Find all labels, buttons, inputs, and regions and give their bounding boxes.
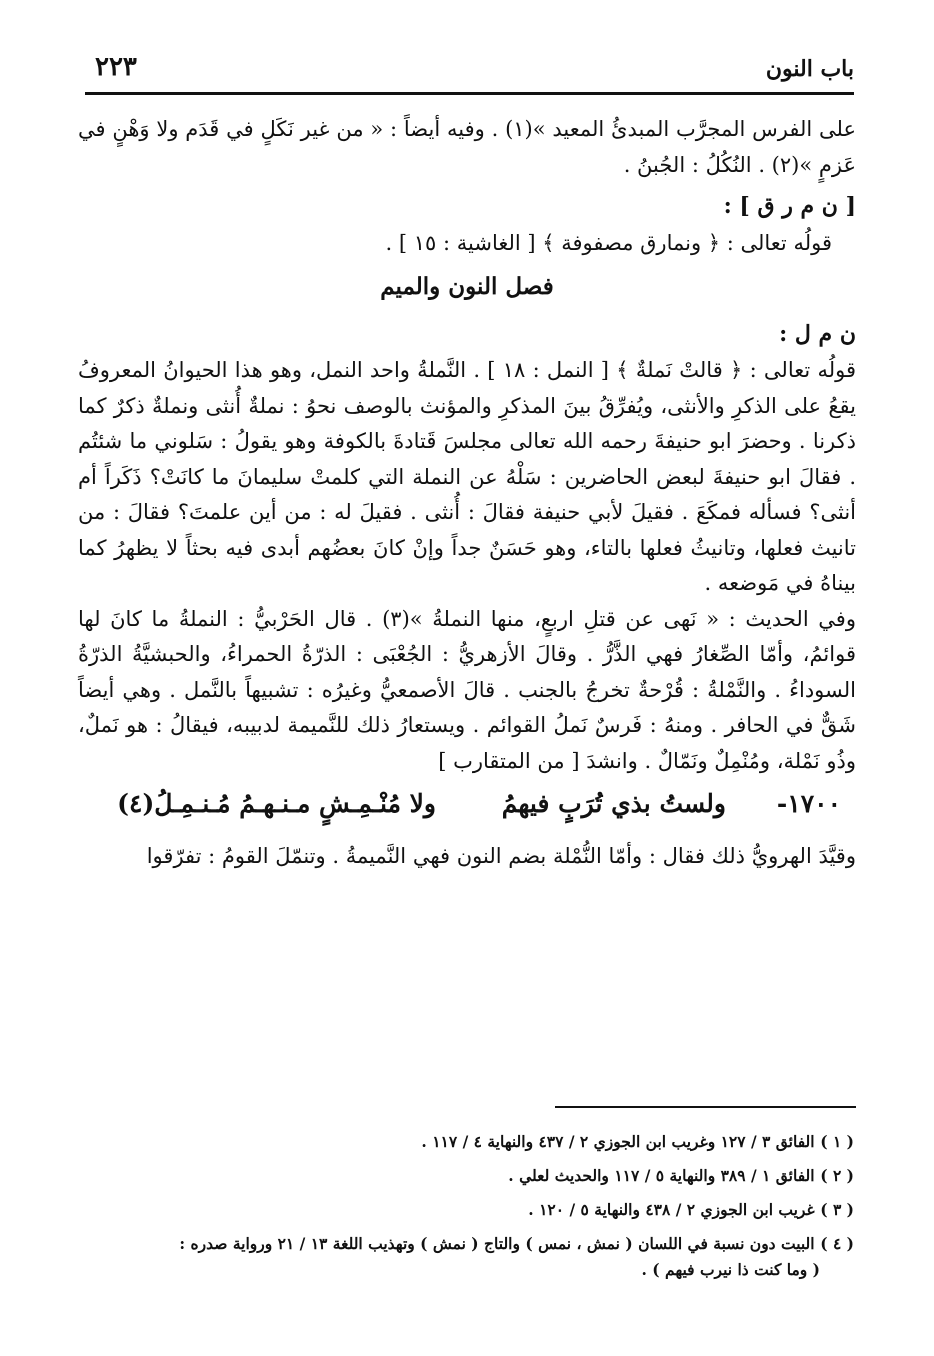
page-number: ٢٢٣ (95, 52, 137, 82)
footnote-number: ( ١ ) (820, 1132, 854, 1151)
section-title: فصل النون والميم (380, 273, 554, 300)
paragraph-1: على الفرس المجرَّب المبدئُ المعيد »(١) . وفيه أيضاً : « من غير نَكَلٍ في قَدَم ولا وَهْنٍ في عَزمٍ »(٢) . النُكُلُ : الجُبنُ . (78, 117, 856, 177)
footnote (82, 1162, 854, 1189)
poem-verse (78, 787, 856, 837)
footnote-text: الفائق ١ / ٣٨٩ والنهاية ٥ / ١١٧ والحديث لعلي . (508, 1166, 815, 1185)
footnote-continuation: ( وما كنت ذا نيرب فيهم ) . (641, 1260, 820, 1279)
poem-number: ١٧٠٠- (776, 789, 841, 818)
paragraph-4: وقيَّدَ الهرويُّ ذلك فقال : وأمّا النُّمْلة بضم النون فهي النَّميمةُ . وتنمّلَ القومُ : تفرّقوا (146, 844, 856, 868)
poem-first-hemistich: ولستُ بذي تُرَبٍ فيهمُ (501, 789, 726, 818)
header-rule (85, 92, 854, 95)
entry-heading-nml: ن م ل : (779, 321, 856, 347)
main-text (78, 112, 856, 875)
footnote-number: ( ٢ ) (820, 1166, 854, 1185)
footnotes (82, 1128, 854, 1282)
footnote-text: غريب ابن الجوزي ٢ / ٤٣٨ والنهاية ٥ / ١٢٠ . (528, 1200, 815, 1219)
paragraph-2: قولُه تعالى : ﴿ قالتْ نَملةٌ ﴾ [ النمل : ١٨ ] . النَّملةُ واحد النمل، وهو هذا الحيوانُ المعروفُ يقعُ على الذكرِ والأنثى، ويُفرِّقُ بينَ المذكرِ والمؤنث بالوصف نحوُ : نملةٌ أُنثى ونملةٌ ذكرٌ كما ذكرنا . وحضرَ ابو حنيفةَ رحمه الله تعالى مجلسَ قَتادةَ بالكوفة وهو يقولُ : سَلوني ما شئتُم . فقالَ ابو حنيفةَ لبعض الحاضرين : سَلْهُ عن النملة التي كلمتْ سليمانَ ما كانَتْ؟ ذَكَراً أم أنثى؟ فسأله فمكَعَ . فقيلَ لأبي حنيفة فقالَ : أُنثى . فقيلَ له : من أين علمتَ؟ فقالَ : من تانيث فعلها، وتانيثُ فعلها بالتاء، وهو حَسَنٌ جداً وإنْ كانَ بعضُهم أبدى فيه بحثاً لا يظهرُ كما بيناهُ في مَوضعه . (78, 358, 857, 595)
footnote (82, 1230, 854, 1257)
footnote (82, 1128, 854, 1155)
footnote-text: البيت دون نسبة في اللسان ( نمش ، نمس ) والتاج ( نمش ) وتهذيب اللغة ١٣ / ٢١ ورواية صدره : (179, 1234, 815, 1253)
page-header (85, 54, 854, 88)
quran-citation-nmrq: قولُه تعالى : ﴿ ونمارق مصفوفة ﴾ [ الغاشية : ١٥ ] . (385, 231, 832, 255)
entry-heading-nmrq: [ ن م ر ق ] : (723, 193, 856, 219)
footnote-rule (555, 1106, 856, 1108)
paragraph-3: وفي الحديث : « نَهى عن قتلِ اربعٍ، منها النملةُ »(٣) . قال الحَرْبيُّ : النملةُ ما كانَ لها قوائمُ، وأمّا الصِّغارُ فهي الذَّرُّ . وقالَ الأزهريُّ : الجُعْبَى : الذرّةُ الحمراءُ، والحبشيَّةُ الذرّةُ السوداءُ . والنَّمْلةُ : قُرْحةٌ تخرجُ بالجنب . قالَ الأصمعيُّ وغيرُه : تشبيهاً بالنَّمل . وهي أيضاً شَقٌّ في الحافر . ومنهُ : فَرسٌ نَملُ القوائم . ويستعارُ ذلك للنَّميمة لدبيبه، فيقالُ : هو نَملٌ، وذُو نَمْلة، ومُنْمِلٌ ونَمّالٌ . وانشدَ [ من المتقارب ] (78, 606, 856, 773)
footnote (82, 1196, 854, 1223)
footnote-text: الفائق ٣ / ١٢٧ وغريب ابن الجوزي ٢ / ٤٣٧ والنهاية ٤ / ١١٧ . (421, 1132, 815, 1151)
footnote-number: ( ٤ ) (820, 1234, 854, 1253)
poem-second-hemistich: ولا مُنْـمِـشٍ مـنـهـمُ مُـنـمِـلُ(٤) (117, 789, 436, 818)
footnote-number: ( ٣ ) (820, 1200, 854, 1219)
chapter-title: باب النون (765, 56, 854, 82)
